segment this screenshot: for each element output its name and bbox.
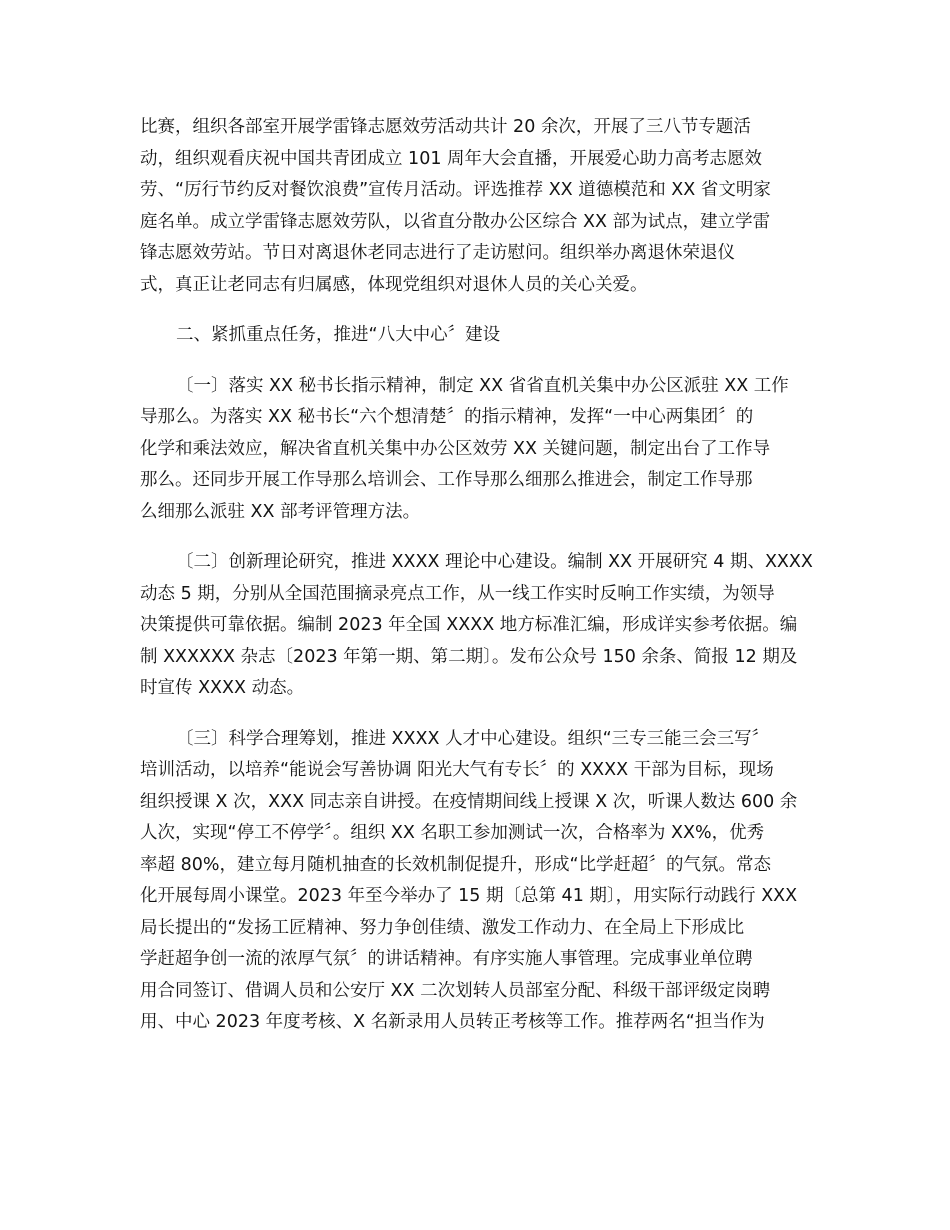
text-line: 〔三〕科学合理筹划，推进 XXXX 人才中心建设。组织“三专三能三会三写〞 bbox=[176, 728, 770, 749]
text-line: 人次，实现“停工不停学〞。组织 XX 名职工参加测试一次，合格率为 XX%，优秀 bbox=[140, 823, 765, 843]
text-line: 比赛，组织各部室开展学雷锋志愿效劳活动共计 20 余次，开展了三八节专题活 bbox=[140, 117, 751, 137]
text-line: 化学和乘法效应，解决省直机关集中办公区效劳 XX 关键问题，制定出台了工作导 bbox=[140, 438, 771, 459]
text-line: 决策提供可靠依据。编制 2023 年全国 XXXX 地方标准汇编，形成详实参考依据。编 bbox=[140, 615, 798, 635]
text-line: 用、中心 2023 年度考核、X 名新录用人员转正考核等工作。推荐两名“担当作为 bbox=[140, 1012, 765, 1032]
text-line: 培训活动，以培养“能说会写善协调 阳光大气有专长〞的 XXXX 干部为目标，现场 bbox=[140, 760, 774, 780]
text-line: 化开展每周小课堂。2023 年至今举办了 15 期〔总第 41 期〕，用实际行动践行 XXX bbox=[140, 886, 798, 906]
text-line: 制 XXXXXX 杂志〔2023 年第一期、第二期〕。发布公众号 150 余条、简报 12 期及 bbox=[140, 646, 798, 667]
text-line: 庭名单。成立学雷锋志愿效劳队，以省直分散办公区综合 XX 部为试点，建立学雷 bbox=[140, 211, 771, 232]
text-line: 学赶超争创一流的浓厚气氛〞的讲话精神。有序实施人事管理。完成事业单位聘 bbox=[140, 949, 753, 969]
paragraph-item-three bbox=[140, 724, 812, 1039]
text-line: 锋志愿效劳站。节日对离退休老同志进行了走访慰问。组织举办离退休荣退仪 bbox=[140, 243, 735, 263]
text-line: 〔二〕创新理论研究，推进 XXXX 理论中心建设。编制 XX 开展研究 4 期、XXXX bbox=[176, 552, 813, 572]
section-heading-text: 二、紧抓重点任务，推进“八大中心〞建设 bbox=[176, 325, 501, 345]
text-line: 么细那么派驻 XX 部考评管理方法。 bbox=[140, 501, 421, 522]
text-line: 动态 5 期，分别从全国范围摘录亮点工作，从一线工作实时反响工作实绩，为领导 bbox=[140, 583, 775, 604]
text-line: 动，组织观看庆祝中国共青团成立 101 周年大会直播，开展爱心助力高考志愿效 bbox=[140, 148, 763, 169]
paragraph-volunteer-activities bbox=[140, 112, 812, 301]
text-line: 导那么。为落实 XX 秘书长“六个想清楚〞的指示精神，发挥“一中心两集团〞的 bbox=[140, 407, 754, 427]
section-heading-two bbox=[140, 320, 812, 352]
text-line: 那么。还同步开展工作导那么培训会、工作导那么细那么推进会，制定工作导那 bbox=[140, 470, 753, 490]
paragraph-item-one bbox=[140, 371, 812, 529]
text-line: 式，真正让老同志有归属感，体现党组织对退休人员的关心关爱。 bbox=[140, 274, 648, 295]
document-body bbox=[140, 112, 812, 1039]
text-line: 用合同签订、借调人员和公安厅 XX 二次划转人员部室分配、科级干部评级定岗聘 bbox=[140, 980, 771, 1001]
text-line: 组织授课 X 次，XXX 同志亲自讲授。在疫情期间线上授课 X 次，听课人数达 600 余 bbox=[140, 791, 798, 812]
text-line: 率超 80%，建立每月随机抽查的长效机制促提升，形成“比学赶超〞的气氛。常态 bbox=[140, 854, 772, 875]
text-line: 〔一〕落实 XX 秘书长指示精神，制定 XX 省省直机关集中办公区派驻 XX 工作 bbox=[176, 375, 789, 396]
text-line: 时宣传 XXXX 动态。 bbox=[140, 678, 305, 698]
text-line: 劳、“厉行节约反对餐饮浪费”宣传月活动。评选推荐 XX 道德模范和 XX 省文明家 bbox=[140, 180, 771, 200]
paragraph-item-two bbox=[140, 547, 812, 705]
text-line: 局长提出的“发扬工匠精神、努力争创佳绩、激发工作动力、在全局上下形成比 bbox=[140, 917, 745, 938]
